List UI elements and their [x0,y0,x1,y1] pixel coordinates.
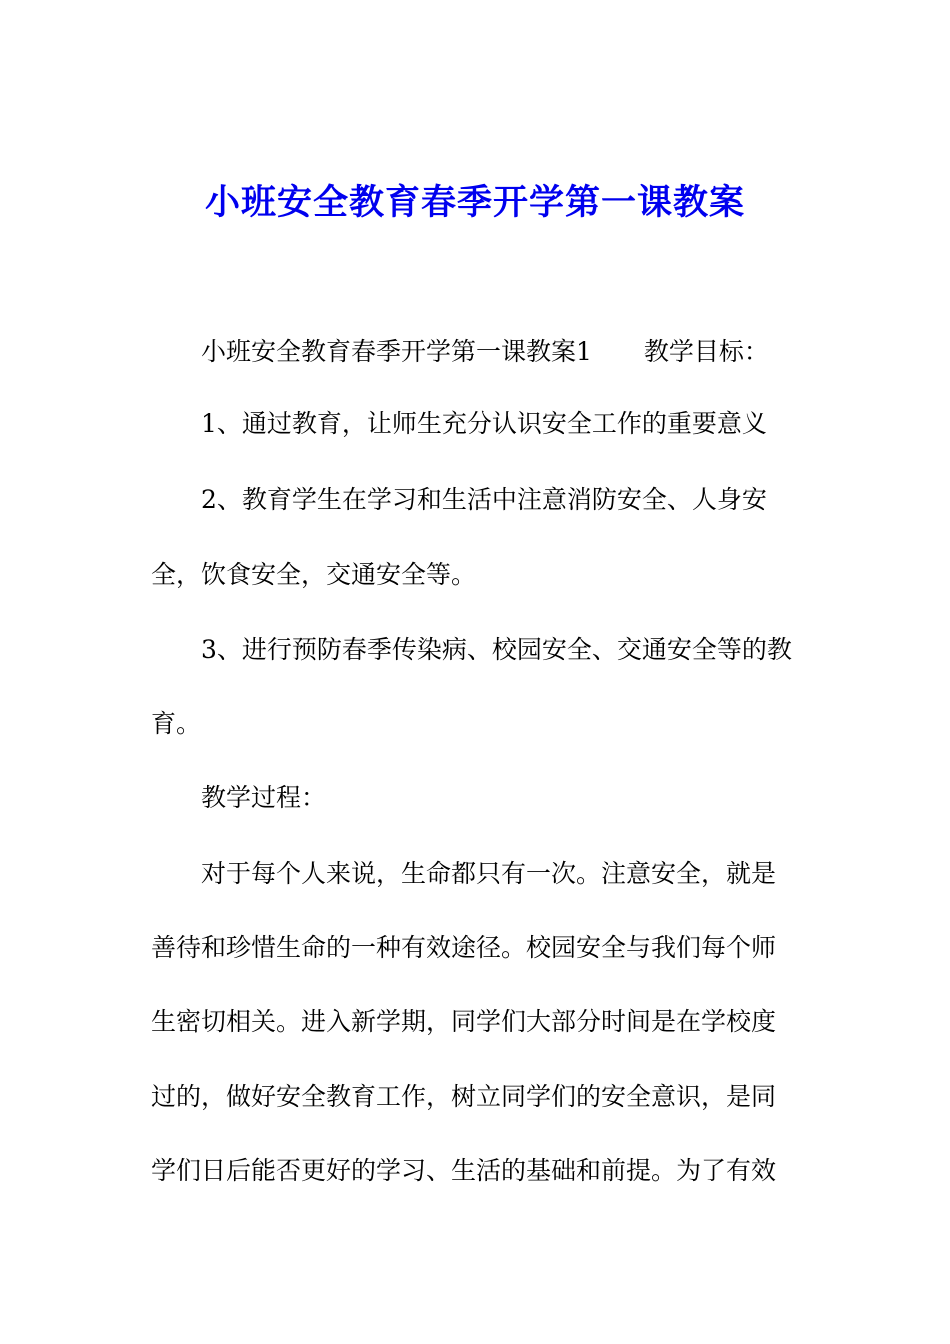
paragraph-line: 1、通过教育，让师生充分认识安全工作的重要意义 [201,409,767,438]
paragraph-line: 对于每个人来说，生命都只有一次。注意安全，就是 [201,859,777,888]
paragraph-line: 全，饮食安全，交通安全等。 [151,560,477,589]
paragraph-line: 3、进行预防春季传染病、校园安全、交通安全等的教 [201,635,792,664]
objectives-label: 教学目标： [643,337,769,366]
paragraph-line: 学们日后能否更好的学习、生活的基础和前提。为了有效 [151,1156,777,1185]
paragraph-line: 善待和珍惜生命的一种有效途径。校园安全与我们每个师 [151,933,777,962]
document-title: 小班安全教育春季开学第一课教案 [204,182,745,223]
paragraph-line: 2、教育学生在学习和生活中注意消防安全、人身安 [201,485,767,514]
paragraph-line: 育。 [151,709,202,738]
paragraph-line: 过的，做好安全教育工作，树立同学们的安全意识，是同 [151,1082,777,1111]
lesson-plan-heading: 小班安全教育春季开学第一课教案1 [201,337,592,366]
section-heading-line [201,334,861,370]
paragraph-line: 生密切相关。进入新学期，同学们大部分时间是在学校度 [151,1007,777,1036]
process-heading: 教学过程： [201,783,327,812]
